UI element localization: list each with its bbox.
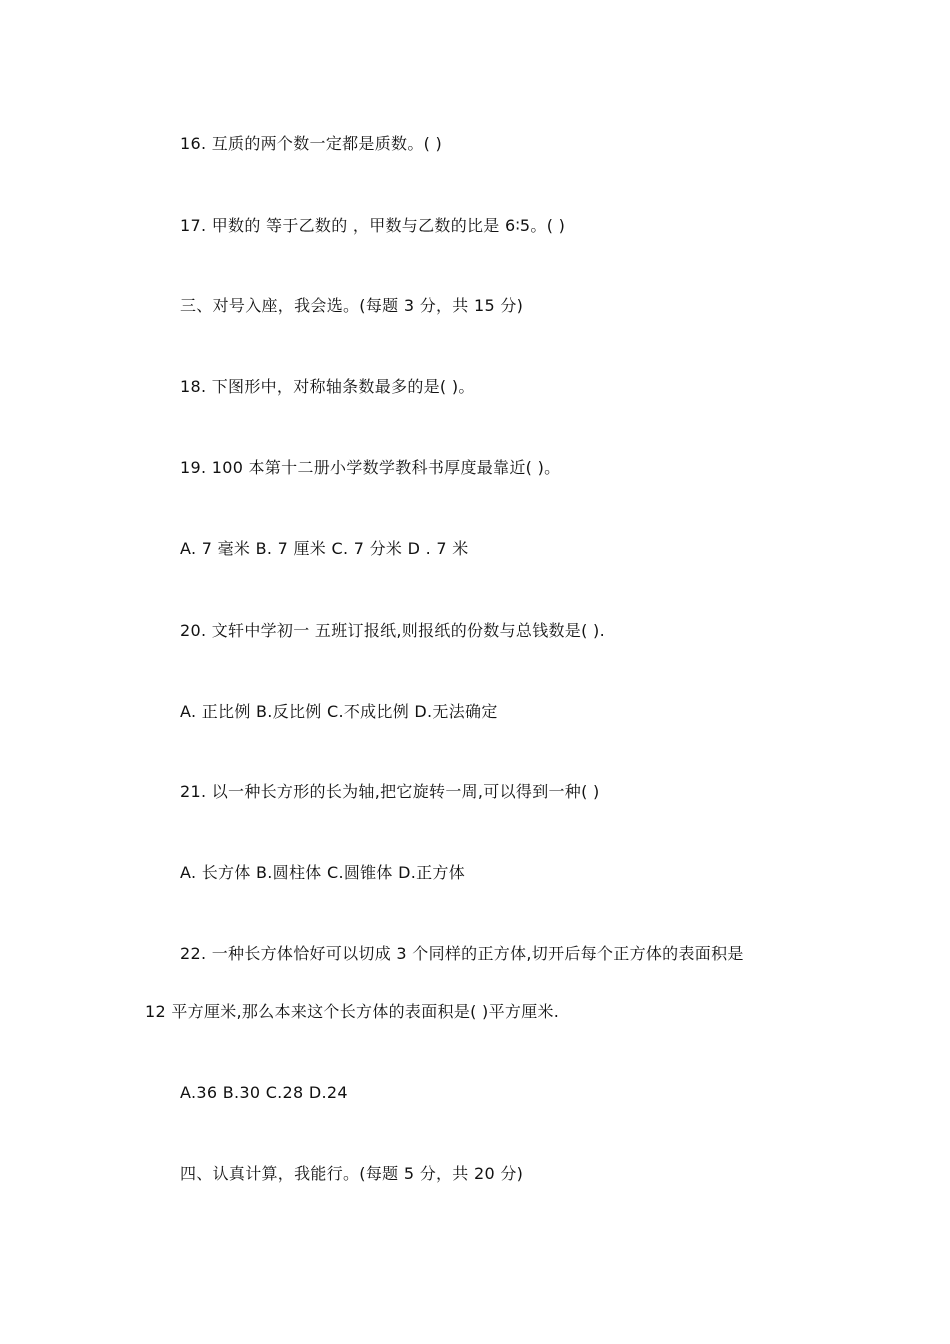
question-20-options: A. 正比例 B.反比例 C.不成比例 D.无法确定 <box>180 702 498 721</box>
section-3-heading: 三、对号入座，我会选。(每题 3 分，共 15 分) <box>180 296 524 315</box>
question-20: 20. 文轩中学初一 五班订报纸,则报纸的份数与总钱数是( ). <box>180 621 605 640</box>
question-19: 19. 100 本第十二册小学数学教科书厚度最靠近( )。 <box>180 458 561 477</box>
question-22: 22. 一种长方体恰好可以切成 3 个同样的正方体,切开后每个正方体的表面积是 <box>180 944 744 963</box>
question-21-options: A. 长方体 B.圆柱体 C.圆锥体 D.正方体 <box>180 863 466 882</box>
section-4-heading: 四、认真计算，我能行。(每题 5 分，共 20 分) <box>180 1164 524 1183</box>
question-17: 17. 甲数的 等于乙数的 ，甲数与乙数的比是 6∶5。( ) <box>180 216 566 235</box>
question-18: 18. 下图形中，对称轴条数最多的是( )。 <box>180 377 475 396</box>
question-16: 16. 互质的两个数一定都是质数。( ) <box>180 134 443 153</box>
question-22-continued: 12 平方厘米,那么本来这个长方体的表面积是( )平方厘米. <box>145 1002 560 1021</box>
question-21: 21. 以一种长方形的长为轴,把它旋转一周,可以得到一种( ) <box>180 782 600 801</box>
question-22-options: A.36 B.30 C.28 D.24 <box>180 1083 348 1102</box>
question-19-options: A. 7 毫米 B. 7 厘米 C. 7 分米 D . 7 米 <box>180 539 469 558</box>
